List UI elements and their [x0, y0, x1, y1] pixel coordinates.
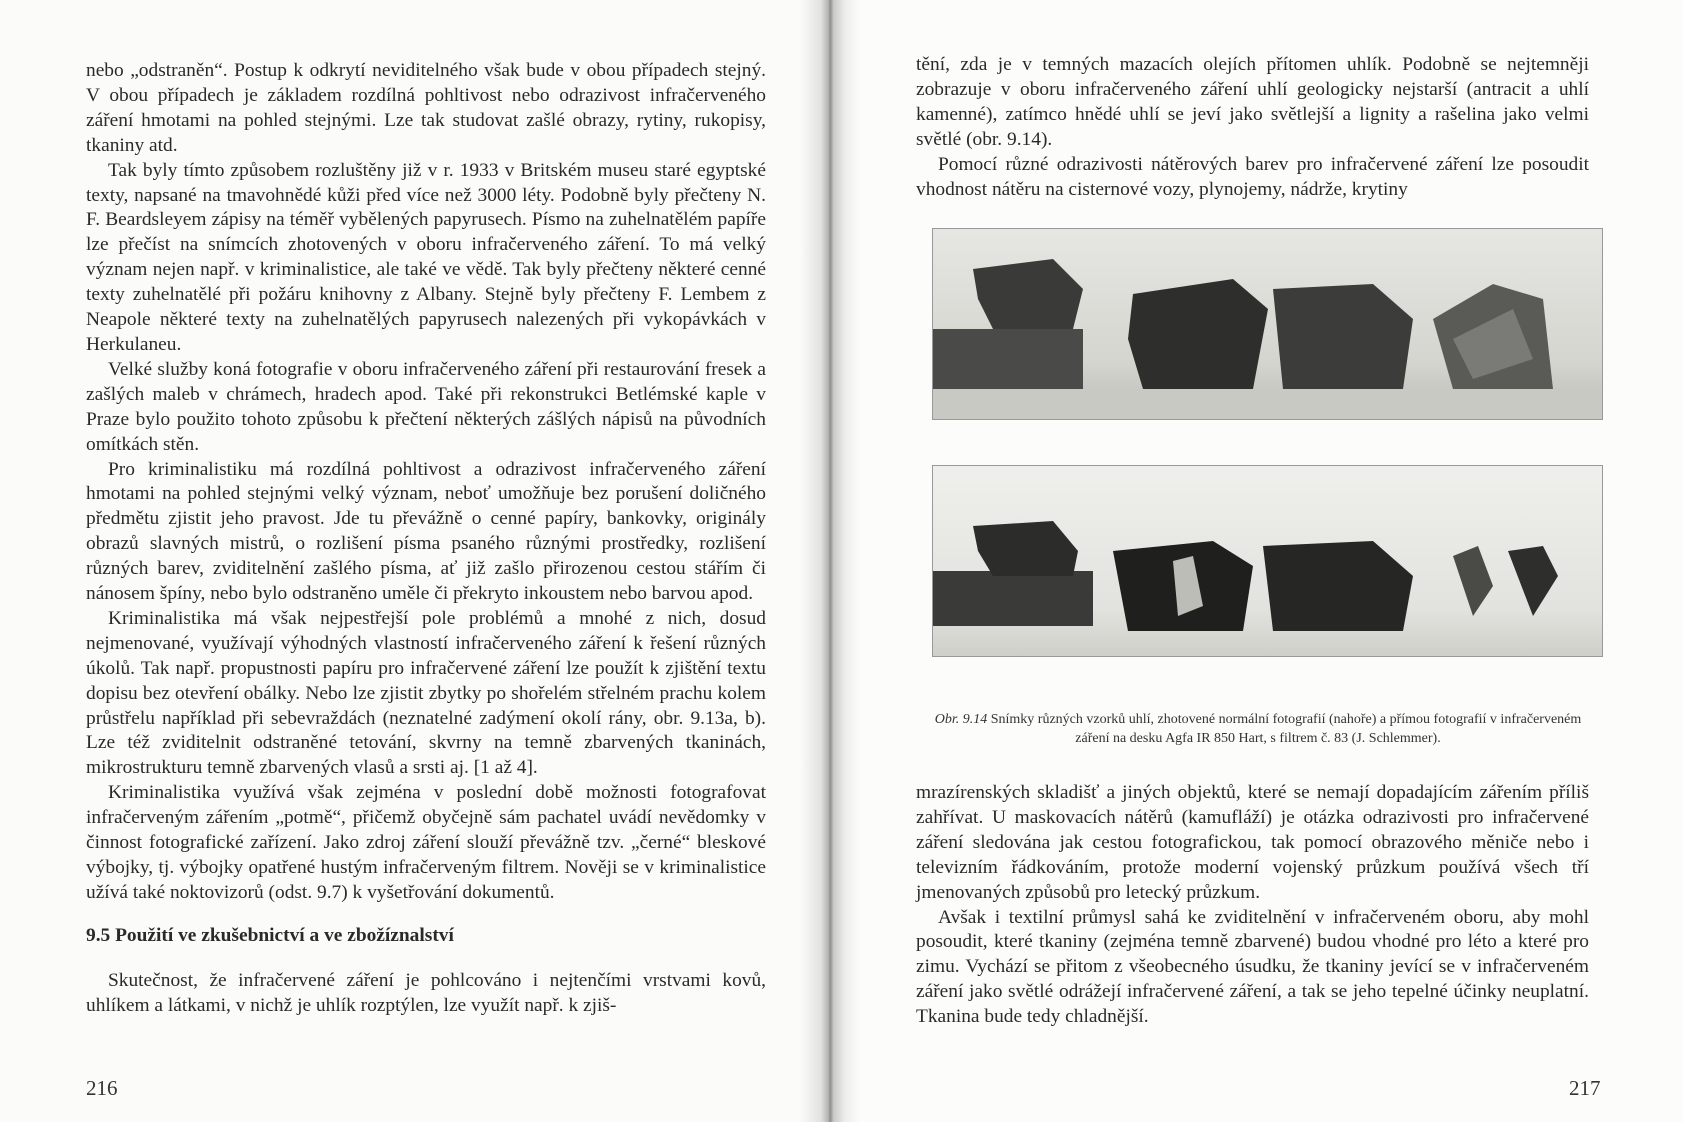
coal-samples-image: [933, 229, 1602, 419]
paragraph: Tak byly tímto způsobem rozluštěny již v r. 1933 v Britském museu staré egyptské texty, napsané na tmavohnědé kůži před více než 3000 léty. Podobně byly přečteny N. F. Beardsleyem zápisy na téměř vybělených papyrusech. Písmo na zuhelnatělém papíře lze přečíst na snímcích zhotovených v oboru infračerveného záření. To má velký význam nejen např. v kriminalistice, ale také ve vědě. Tak byly přečteny některé cenné texty zuhelnatělé při požáru knihovny z Albany. Stejně byly přečteny F. Lembem z Neapole některé texty na zuhelnatělých papyrusech nalezených při vykopávkách v Herkulaneu.: [86, 159, 766, 355]
figure-caption-label: Obr. 9.14: [934, 712, 988, 727]
coal-samples-infrared-image: [933, 466, 1602, 656]
figure-caption-text: Snímky různých vzorků uhlí, zhotovené normální fotografií (nahoře) a přímou fotografií v infračerveném záření na desku Agfa IR 850 Hart, s filtrem č. 83 (J. Schlemmer).: [990, 712, 1582, 746]
right-text-column-top: [916, 53, 1589, 202]
section-heading: 9.5 Použití ve zkušebnictví a ve zbožíznalství: [86, 924, 454, 946]
left-text-column: [86, 59, 766, 1019]
paragraph: Kriminalistika využívá však zejména v poslední době možnosti fotografovat infračerveným zářením „potmě“, přičemž obyčejně sám pachatel uvádí nevědomky v činnost fotografické zařízení. Jako zdroj záření slouží převážně tzv. „černé“ bleskové výbojky, tj. výbojky opatřené hustým infračerveným filtrem. Nověji se v kriminalistice užívá také noktovizorů (odst. 9.7) k vyšetřování dokumentů.: [86, 782, 766, 903]
paragraph: Avšak i textilní průmysl sahá ke zviditelnění v infračerveném oboru, aby mohl posoudit, které tkaniny (zejména temně zbarvené) budou vhodné pro léto a které pro zimu. Vychází se přitom z všeobecného úsudku, že tkaniny jevící se v infračerveném záření jako světlé odrážejí infračervené záření, a tak se jeho tepelné účinky neuplatní. Tkanina bude tedy chladnější.: [916, 906, 1589, 1028]
paragraph: Pomocí různé odrazivosti nátěrových barev pro infračervené záření lze posoudit vhodnost nátěru na cisternové vozy, plynojemy, nádrže, krytiny: [916, 153, 1589, 200]
paragraph: Skutečnost, že infračervené záření je pohlcováno i nejtenčími vrstvami kovů, uhlíkem a látkami, v nichž je uhlík rozptýlen, lze využít např. k zjiš-: [86, 969, 766, 1016]
paragraph: Kriminalistika má však nejpestřejší pole problémů a mnohé z nich, dosud nejmenované, využívají výhodných vlastností infračerveného záření k řešení různých úkolů. Tak např. propustnosti papíru pro infračervené záření lze použít k zjištění textu dopisu bez otevření obálky. Nebo lze zjistit zbytky po shořelém střelném prachu kolem průstřelu například při sebevraždách (neznatelné zadýmení okolí rány, obr. 9.13a, b). Lze též zviditelnit odstraněné tetování, skvrny na temně zbarvených tkaninách, mikrostrukturu temně zbarvených vlasů a srsti aj. [1 až 4].: [86, 607, 766, 779]
right-page: [824, 0, 1683, 1122]
paragraph: tění, zda je v temných mazacích olejích přítomen uhlík. Podobně se nejtemněji zobrazuje v oboru infračerveného záření uhlí geologicky nejstarší (antracit a uhlí kamenné), zatímco hnědé uhlí se jeví jako světlejší a lignity a rašelina jako velmi světlé (obr. 9.14).: [916, 54, 1589, 150]
left-page: [0, 0, 824, 1122]
paragraph: mrazírenských skladišť a jiných objektů, které se nemají dopadajícím zářením příliš zahřívat. U maskovacích nátěrů (kamufláží) je otázka odrazivosti pro infračervené záření sledována jak cestou fotografickou, tak pomocí obrazového měniče nebo i televizním řádkováním, protože moderní vojenský průzkum používá všech tří jmenovaných způsobů pro letecký průzkum.: [916, 782, 1589, 903]
coal-photo-normal: [932, 228, 1601, 420]
right-text-column-bottom: [916, 781, 1589, 1030]
page-number: 216: [86, 1076, 118, 1100]
coal-photo-infrared: [932, 465, 1601, 657]
paragraph: Pro kriminalistiku má rozdílná pohltivost a odrazivost infračerveného záření hmotami na pohled stejnými velký význam, neboť umožňuje bez porušení doličného předmětu zjistit jeho pravost. Jde tu převážně o cenné papíry, bankovky, originály obrazů slavných mistrů, o rozlišení písma psaného různými prostředky, rozlišení různých barev, zviditelnění zašlého písma, ať již zašlo přirozenou cestou stářím či nánosem špíny, nebo bylo odstraněno uměle či překryto inkoustem nebo barvou apod.: [86, 458, 766, 605]
page-number: 217: [1569, 1076, 1601, 1100]
paragraph: Velké služby koná fotografie v oboru infračerveného záření při restaurování fresek a zašlých maleb v chrámech, hradech apod. Také při rekonstrukci Betlémské kaple v Praze bylo použito tohoto způsobu k přečtení některých zášlých nápisů na původních omítkách stěn.: [86, 358, 766, 455]
figure-caption: [917, 710, 1599, 748]
paragraph: nebo „odstraněn“. Postup k odkrytí neviditelného však bude v obou případech stejný. V obou případech je základem rozdílná pohltivost nebo odrazivost infračerveného záření hmotami na pohled stejnými. Lze tak studovat zašlé obrazy, rytiny, rukopisy, tkaniny atd.: [86, 60, 766, 156]
